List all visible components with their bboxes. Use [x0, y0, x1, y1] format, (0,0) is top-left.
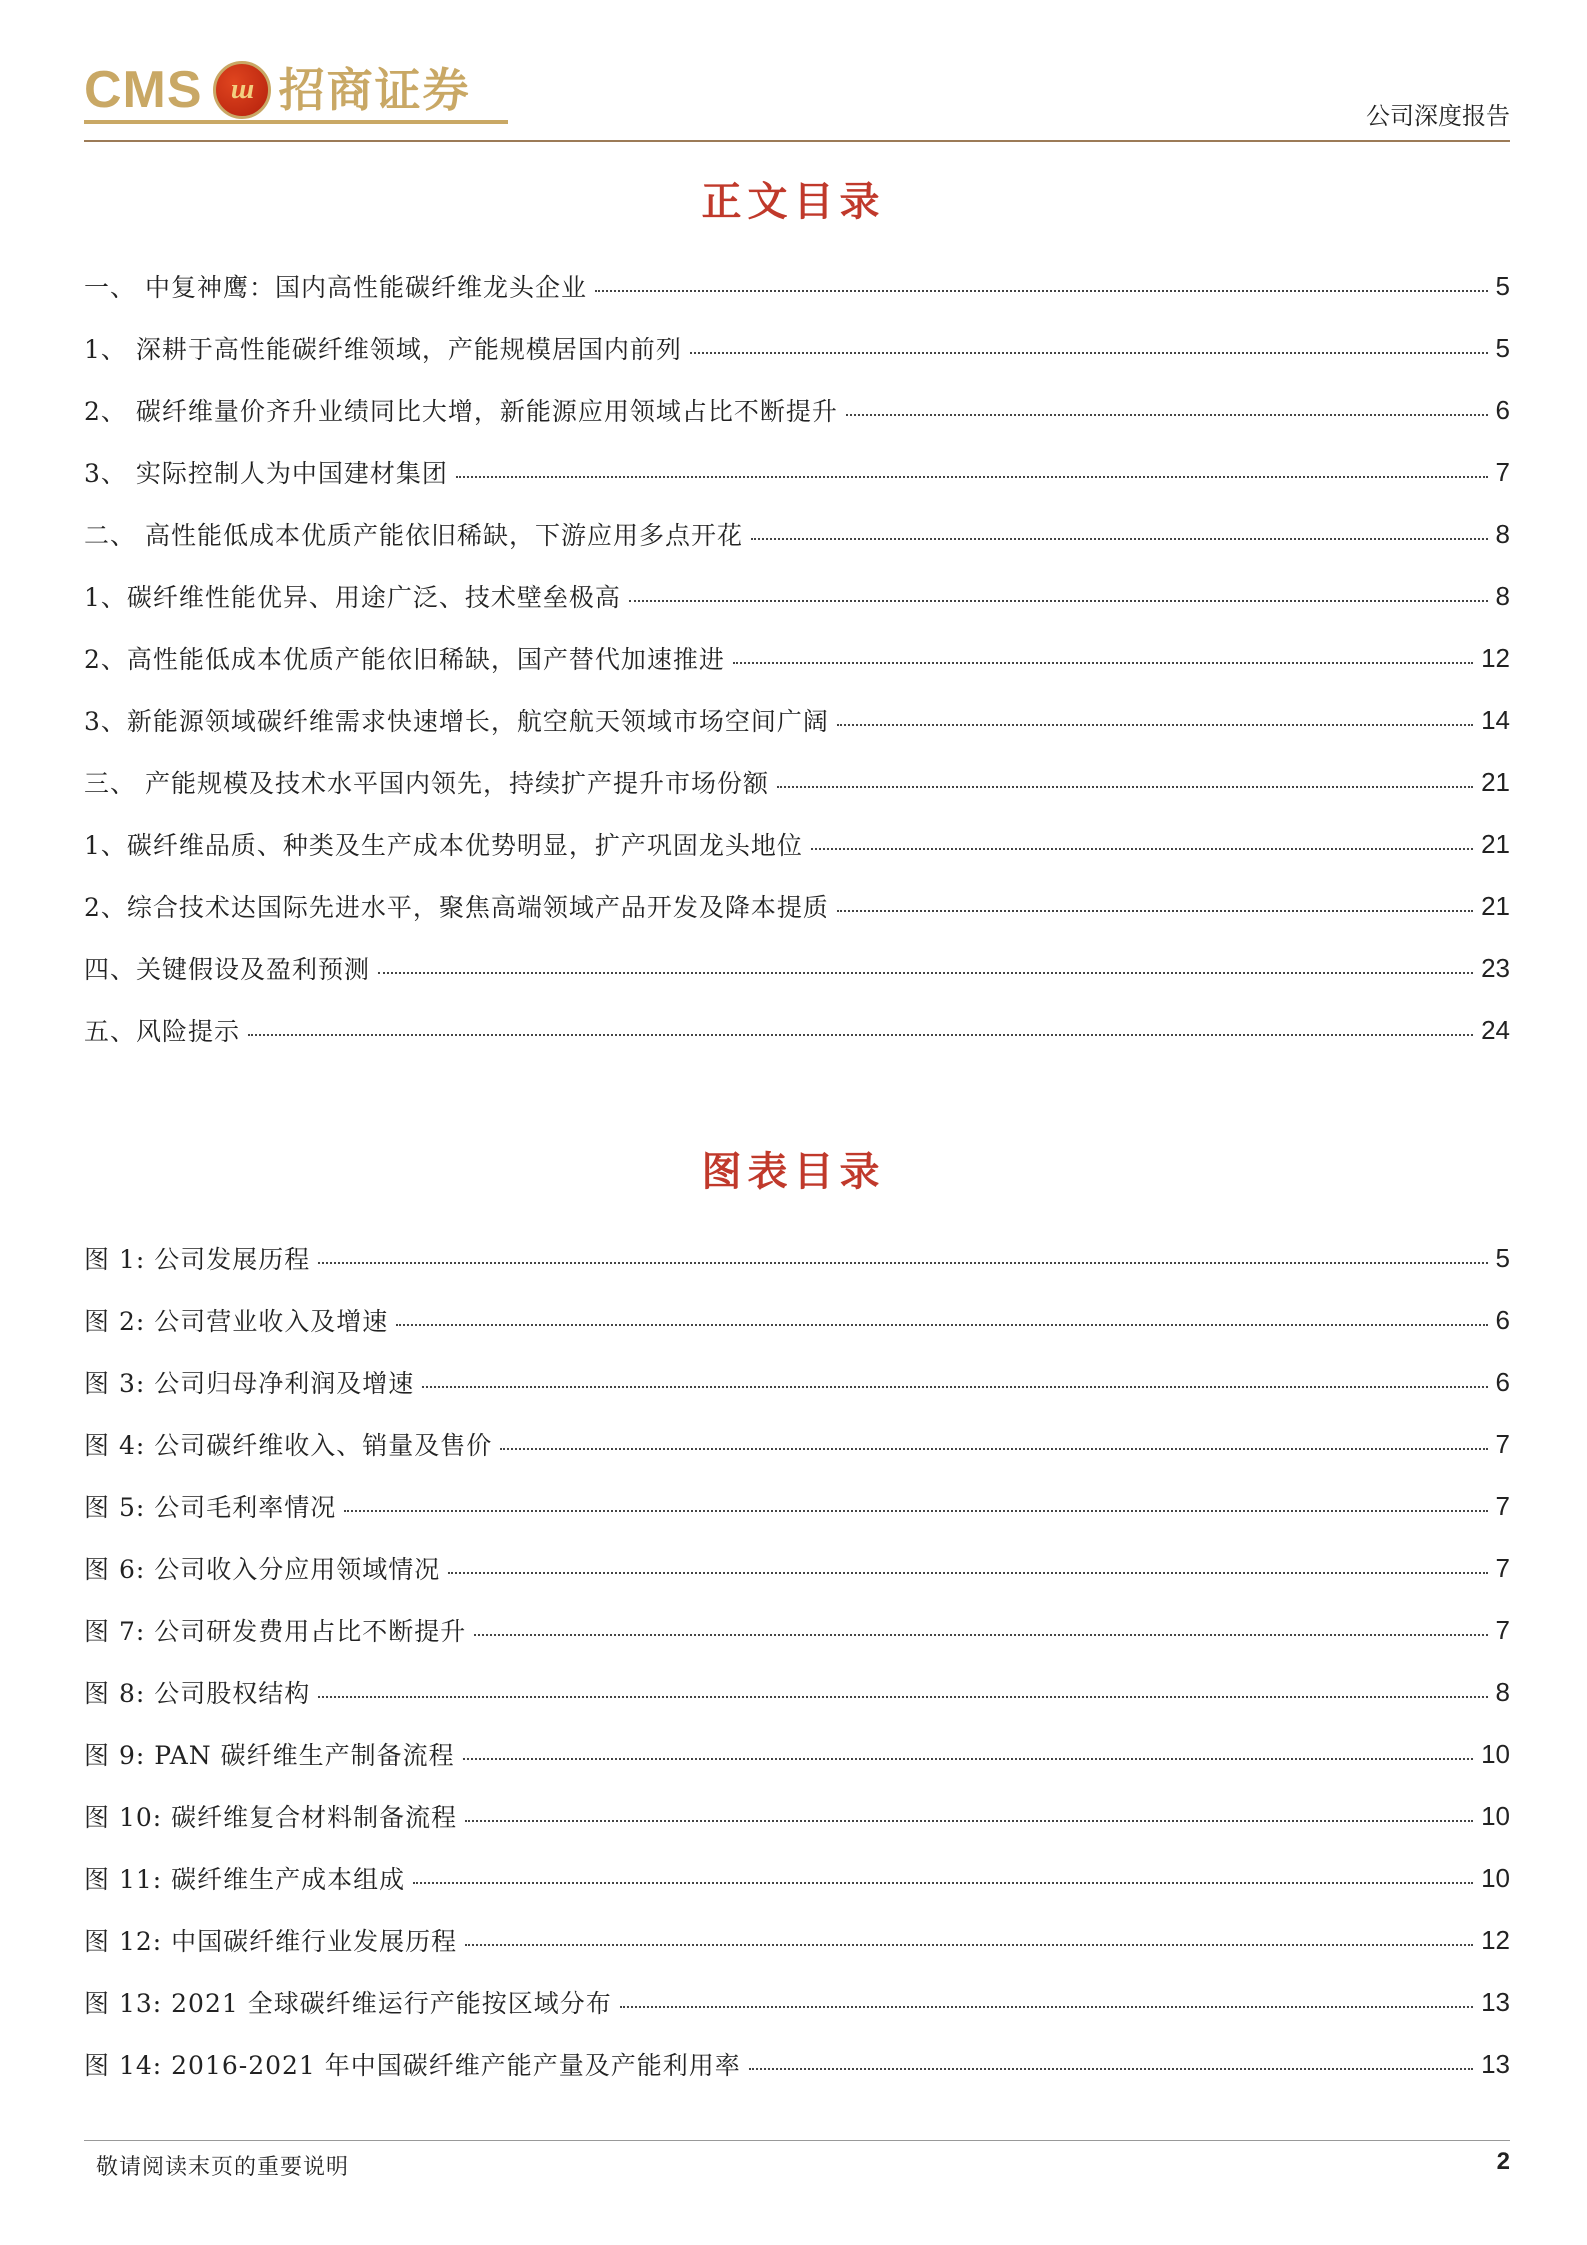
toc-entry-title[interactable]: 图 9: PAN 碳纤维生产制备流程	[84, 1736, 459, 1772]
toc-entry-title[interactable]: 1、 深耕于高性能碳纤维领域，产能规模居国内前列	[84, 330, 686, 366]
figure-toc-entry[interactable]	[84, 1413, 1510, 1475]
toc-entry-page[interactable]: 8	[1495, 580, 1510, 611]
toc-entry-page[interactable]: 5	[1495, 332, 1510, 363]
main-toc-title: 正文目录	[701, 178, 886, 225]
figure-toc-entry[interactable]	[84, 1971, 1510, 2033]
toc-dot-leader	[837, 910, 1473, 912]
main-toc-entry[interactable]	[84, 627, 1510, 689]
toc-entry-title[interactable]: 二、 高性能低成本优质产能依旧稀缺，下游应用多点开花	[84, 516, 747, 552]
toc-entry-title[interactable]: 图 13: 2021 全球碳纤维运行产能按区域分布	[84, 1984, 616, 2020]
toc-entry-title[interactable]: 2、 碳纤维量价齐升业绩同比大增，新能源应用领域占比不断提升	[84, 392, 842, 428]
toc-entry-title[interactable]: 图 6: 公司收入分应用领域情况	[84, 1550, 444, 1586]
toc-entry-page[interactable]: 7	[1495, 1428, 1510, 1459]
toc-entry-title[interactable]: 1、碳纤维性能优异、用途广泛、技术壁垒极高	[84, 578, 625, 614]
toc-dot-leader	[749, 2068, 1473, 2070]
toc-dot-leader	[837, 724, 1473, 726]
main-toc-entry[interactable]	[84, 255, 1510, 317]
footer-divider	[84, 2140, 1510, 2141]
figure-toc-entry[interactable]	[84, 1227, 1510, 1289]
figure-toc-entry[interactable]	[84, 1785, 1510, 1847]
figure-toc-entry[interactable]	[84, 1475, 1510, 1537]
toc-entry-page[interactable]: 10	[1481, 1862, 1510, 1893]
toc-entry-title[interactable]: 图 3: 公司归母净利润及增速	[84, 1364, 418, 1400]
toc-entry-title[interactable]: 图 2: 公司营业收入及增速	[84, 1302, 392, 1338]
toc-dot-leader	[846, 414, 1488, 416]
main-toc-list	[84, 255, 1510, 1061]
toc-dot-leader	[413, 1882, 1473, 1884]
toc-entry-page[interactable]: 21	[1481, 766, 1510, 797]
figure-toc-entry[interactable]	[84, 1537, 1510, 1599]
toc-entry-title[interactable]: 图 10: 碳纤维复合材料制备流程	[84, 1798, 461, 1834]
figure-toc-entry[interactable]	[84, 1351, 1510, 1413]
toc-entry-page[interactable]: 14	[1481, 704, 1510, 735]
toc-dot-leader	[751, 538, 1488, 540]
figure-toc-entry[interactable]	[84, 2033, 1510, 2095]
report-type-label: 公司深度报告	[1366, 102, 1510, 130]
toc-entry-title[interactable]: 图 11: 碳纤维生产成本组成	[84, 1860, 409, 1896]
toc-dot-leader	[318, 1696, 1487, 1698]
toc-entry-page[interactable]: 5	[1495, 270, 1510, 301]
toc-dot-leader	[422, 1386, 1487, 1388]
main-toc-entry[interactable]	[84, 503, 1510, 565]
toc-dot-leader	[344, 1510, 1487, 1512]
figure-toc-title: 图表目录	[701, 1148, 886, 1195]
toc-entry-title[interactable]: 2、高性能低成本优质产能依旧稀缺，国产替代加速推进	[84, 640, 729, 676]
toc-dot-leader	[595, 290, 1488, 292]
toc-entry-page[interactable]: 13	[1481, 1986, 1510, 2017]
figure-toc-entry[interactable]	[84, 1909, 1510, 1971]
toc-entry-page[interactable]: 7	[1495, 456, 1510, 487]
header-divider	[84, 140, 1510, 142]
toc-dot-leader	[474, 1634, 1487, 1636]
toc-entry-title[interactable]: 三、 产能规模及技术水平国内领先，持续扩产提升市场份额	[84, 764, 773, 800]
page-header	[84, 54, 1510, 144]
toc-entry-page[interactable]: 7	[1495, 1552, 1510, 1583]
toc-entry-page[interactable]: 6	[1495, 394, 1510, 425]
footer-page-number: 2	[1496, 2148, 1510, 2175]
toc-entry-page[interactable]: 10	[1481, 1800, 1510, 1831]
figure-toc-entry[interactable]	[84, 1599, 1510, 1661]
main-toc-entry[interactable]	[84, 689, 1510, 751]
toc-entry-page[interactable]: 8	[1495, 518, 1510, 549]
toc-dot-leader	[733, 662, 1473, 664]
toc-entry-title[interactable]: 1、碳纤维品质、种类及生产成本优势明显，扩产巩固龙头地位	[84, 826, 807, 862]
toc-entry-page[interactable]: 8	[1495, 1676, 1510, 1707]
footer-disclaimer-note: 敬请阅读末页的重要说明	[96, 2155, 350, 2180]
toc-entry-title[interactable]: 图 14: 2016-2021 年中国碳纤维产能产量及产能利用率	[84, 2046, 745, 2082]
main-toc-entry[interactable]	[84, 379, 1510, 441]
toc-dot-leader	[463, 1758, 1473, 1760]
toc-entry-page[interactable]: 24	[1481, 1014, 1510, 1045]
toc-entry-title[interactable]: 图 5: 公司毛利率情况	[84, 1488, 340, 1524]
main-toc-entry[interactable]	[84, 441, 1510, 503]
figure-toc-entry[interactable]	[84, 1661, 1510, 1723]
main-toc-entry[interactable]	[84, 937, 1510, 999]
toc-dot-leader	[811, 848, 1473, 850]
toc-entry-page[interactable]: 23	[1481, 952, 1510, 983]
toc-dot-leader	[396, 1324, 1487, 1326]
toc-dot-leader	[248, 1034, 1473, 1036]
toc-entry-page[interactable]: 12	[1481, 1924, 1510, 1955]
main-toc-entry[interactable]	[84, 999, 1510, 1061]
toc-dot-leader	[318, 1262, 1487, 1264]
main-toc-entry[interactable]	[84, 751, 1510, 813]
toc-dot-leader	[629, 600, 1488, 602]
toc-dot-leader	[378, 972, 1473, 974]
toc-entry-title[interactable]: 五、风险提示	[84, 1012, 244, 1048]
logo-latin-text: CMS	[84, 61, 203, 119]
toc-entry-title[interactable]: 图 7: 公司研发费用占比不断提升	[84, 1612, 470, 1648]
logo-emblem-glyph: ш	[230, 74, 253, 105]
toc-entry-page[interactable]: 7	[1495, 1490, 1510, 1521]
toc-entry-title[interactable]: 一、 中复神鹰：国内高性能碳纤维龙头企业	[84, 268, 591, 304]
toc-entry-title[interactable]: 图 1: 公司发展历程	[84, 1240, 314, 1276]
toc-entry-page[interactable]: 10	[1481, 1738, 1510, 1769]
main-toc-entry[interactable]	[84, 565, 1510, 627]
cms-logo	[84, 54, 471, 126]
logo-underline	[84, 120, 508, 124]
toc-entry-page[interactable]: 7	[1495, 1614, 1510, 1645]
toc-dot-leader	[465, 1944, 1473, 1946]
main-toc-entry[interactable]	[84, 813, 1510, 875]
toc-entry-title[interactable]: 2、综合技术达国际先进水平，聚焦高端领域产品开发及降本提质	[84, 888, 833, 924]
toc-entry-page[interactable]: 21	[1481, 890, 1510, 921]
toc-entry-page[interactable]: 6	[1495, 1304, 1510, 1335]
toc-entry-title[interactable]: 图 4: 公司碳纤维收入、销量及售价	[84, 1426, 496, 1462]
toc-dot-leader	[448, 1572, 1487, 1574]
toc-entry-title[interactable]: 四、关键假设及盈利预测	[84, 950, 374, 986]
toc-entry-page[interactable]: 12	[1481, 642, 1510, 673]
toc-entry-title[interactable]: 3、新能源领域碳纤维需求快速增长，航空航天领域市场空间广阔	[84, 702, 833, 738]
main-toc-entry[interactable]	[84, 875, 1510, 937]
toc-dot-leader	[620, 2006, 1473, 2008]
toc-entry-page[interactable]: 13	[1481, 2048, 1510, 2079]
main-toc-entry[interactable]	[84, 317, 1510, 379]
toc-entry-page[interactable]: 5	[1495, 1242, 1510, 1273]
toc-entry-title[interactable]: 图 8: 公司股权结构	[84, 1674, 314, 1710]
toc-dot-leader	[777, 786, 1473, 788]
toc-entry-title[interactable]: 图 12: 中国碳纤维行业发展历程	[84, 1922, 461, 1958]
figure-toc-list	[84, 1227, 1510, 2095]
toc-dot-leader	[456, 476, 1488, 478]
toc-entry-title[interactable]: 3、 实际控制人为中国建材集团	[84, 454, 452, 490]
figure-toc-entry[interactable]	[84, 1289, 1510, 1351]
toc-dot-leader	[500, 1448, 1487, 1450]
toc-entry-page[interactable]: 6	[1495, 1366, 1510, 1397]
logo-emblem-icon	[213, 61, 271, 119]
toc-dot-leader	[690, 352, 1488, 354]
toc-entry-page[interactable]: 21	[1481, 828, 1510, 859]
logo-chinese-text: 招商证券	[278, 63, 471, 117]
toc-dot-leader	[465, 1820, 1473, 1822]
figure-toc-entry[interactable]	[84, 1723, 1510, 1785]
figure-toc-entry[interactable]	[84, 1847, 1510, 1909]
